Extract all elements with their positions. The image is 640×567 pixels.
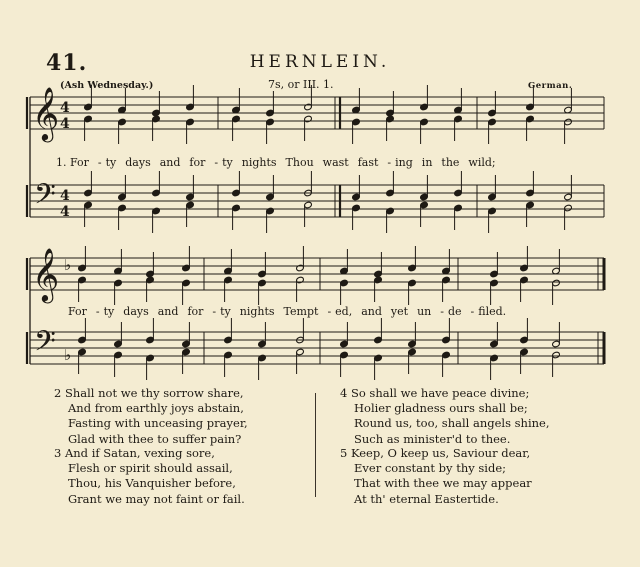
- lyric-syllable: -: [212, 305, 217, 318]
- stanza-line: Fasting with unceasing prayer,: [68, 416, 248, 431]
- lyric-syllable: nights: [239, 305, 275, 318]
- stanza-line: Glad with thee to suffer pain?: [68, 431, 242, 446]
- lyric-syllable: the: [441, 156, 460, 169]
- lyric-syllable: days: [123, 305, 149, 318]
- lyric-syllable: for: [187, 305, 204, 318]
- lyric-syllable: ty: [220, 305, 231, 318]
- lyric-syllable: For: [68, 305, 87, 318]
- stanza-line: 2 Shall not we thy sorrow share,: [54, 386, 244, 400]
- column-divider: [315, 393, 316, 497]
- lyric-syllable: wild;: [468, 156, 496, 169]
- stanza-line: 5 Keep, O keep us, Saviour dear,: [340, 446, 531, 460]
- lyric-syllable: in: [421, 156, 433, 169]
- meter-label: 7s, or III. 1.: [268, 78, 334, 91]
- stanza-line: That with thee we may appear: [354, 476, 532, 491]
- lyric-syllable: -: [440, 305, 444, 318]
- lyric-syllable: and: [159, 156, 181, 169]
- occasion-label: (Ash Wednesday.): [60, 80, 154, 91]
- hymn-title: HERNLEIN.: [249, 52, 391, 72]
- stanza-line: Round us, too, shall angels shine,: [354, 416, 550, 431]
- stanza-line: 3 And if Satan, vexing sore,: [54, 446, 215, 460]
- lyric-syllable: for: [189, 156, 206, 169]
- lyric-syllable: and: [361, 305, 382, 318]
- lyric-syllable: wast: [322, 156, 349, 169]
- time-signature-top: 4: [60, 188, 70, 204]
- stanza-line: Such as minister'd to thee.: [354, 431, 511, 446]
- lyric-syllable: -: [97, 156, 102, 169]
- key-signature-flat: ♭: [64, 346, 72, 364]
- lyric-syllable: and: [157, 305, 179, 318]
- lyric-syllable: -: [327, 305, 332, 318]
- bass-clef: 𝄢: [34, 178, 56, 218]
- key-signature-flat: ♭: [64, 256, 72, 274]
- lyric-syllable: -: [387, 156, 392, 169]
- stanza-line: 4 So shall we have peace divine;: [340, 386, 530, 400]
- lyric-syllable: yet: [390, 305, 409, 318]
- stanza-5: [340, 446, 532, 507]
- lyric-syllable: nights: [241, 156, 277, 169]
- time-signature-bottom: 4: [60, 204, 70, 220]
- origin-label: German.: [528, 81, 573, 91]
- hymn-number: 41.: [46, 50, 88, 76]
- stanza-line: At th' eternal Eastertide.: [354, 491, 499, 506]
- stanza-2: [54, 386, 248, 447]
- system-2-lyrics: [68, 305, 608, 318]
- stanza-line: Flesh or spirit should assail,: [68, 461, 233, 476]
- lyric-syllable: -: [470, 305, 475, 318]
- lyric-syllable: Tempt: [283, 305, 319, 318]
- stanza-4: [340, 386, 550, 447]
- lyric-syllable: ed,: [335, 305, 353, 318]
- stanza-line: Holier gladness ours shall be;: [354, 401, 528, 416]
- lyric-syllable: 1. For: [56, 156, 89, 169]
- stanza-line: And from earthly joys abstain,: [68, 401, 244, 416]
- lyric-syllable: -: [214, 156, 219, 169]
- lyric-syllable: un: [417, 305, 432, 318]
- lyric-syllable: ty: [222, 156, 233, 169]
- treble-clef: 𝄞: [32, 86, 60, 140]
- lyric-syllable: ty: [103, 305, 115, 318]
- stanza-line: Ever constant by thy side;: [354, 461, 506, 476]
- lyric-syllable: ing: [395, 156, 413, 169]
- lyric-syllable: days: [125, 156, 151, 169]
- lyric-syllable: -: [95, 305, 100, 318]
- treble-clef: 𝄞: [32, 247, 60, 301]
- stanza-line: Thou, his Vanquisher before,: [68, 476, 236, 491]
- bass-clef: 𝄢: [34, 325, 56, 365]
- stanza-line: Grant we may not faint or fail.: [68, 491, 245, 506]
- system-1-lyrics: [56, 156, 596, 169]
- lyric-syllable: Thou: [285, 156, 314, 169]
- time-signature-top: 4: [60, 100, 70, 116]
- lyric-syllable: ty: [105, 156, 117, 169]
- lyric-syllable: de: [447, 305, 462, 318]
- lyric-syllable: fast: [357, 156, 379, 169]
- lyric-syllable: filed.: [478, 305, 507, 318]
- stanza-3: [54, 446, 245, 507]
- time-signature-bottom: 4: [60, 116, 70, 132]
